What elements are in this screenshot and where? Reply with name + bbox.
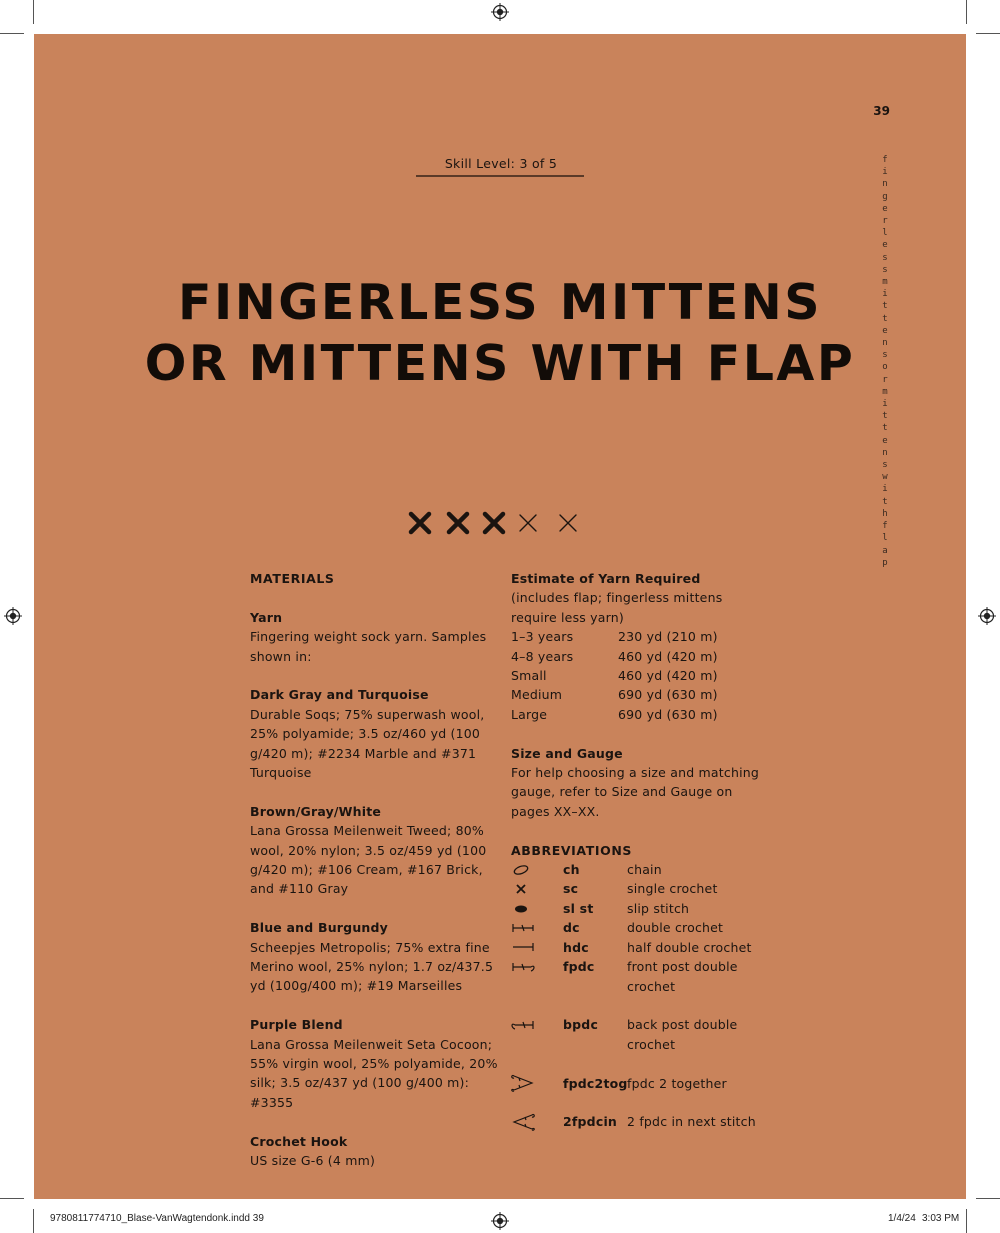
skill-mark-filled-icon bbox=[485, 514, 503, 532]
abbr-code: fpdc2tog bbox=[563, 1075, 628, 1091]
skill-marks bbox=[406, 508, 586, 538]
hook-heading: Crochet Hook bbox=[250, 1133, 348, 1149]
fpdc-symbol-icon bbox=[511, 957, 563, 976]
crop-mark bbox=[33, 1209, 34, 1233]
running-title: fingerless mittens or mittens with flap bbox=[882, 155, 888, 568]
abbr-meaning: half double crochet bbox=[627, 939, 752, 955]
yarn-amount: 460 yd (420 m) bbox=[618, 648, 718, 664]
sample-heading: Purple Blend bbox=[250, 1017, 343, 1033]
yarn-estimate-table bbox=[511, 627, 771, 724]
single-crochet-symbol-icon bbox=[511, 879, 563, 898]
abbr-code: sc bbox=[563, 881, 579, 897]
sample-heading: Blue and Burgundy bbox=[250, 920, 389, 936]
crop-mark bbox=[966, 1209, 967, 1233]
abbr-meaning: slip stitch bbox=[627, 900, 690, 916]
size-label: Large bbox=[511, 706, 548, 722]
estimate-note: (includes flap; fingerless mittens require less yarn) bbox=[511, 590, 723, 625]
abbreviations-table bbox=[511, 860, 771, 1132]
skill-mark-empty-icon bbox=[520, 515, 536, 531]
yarn-heading: Yarn bbox=[250, 609, 283, 625]
pattern-title: FINGERLESS MITTENS OR MITTENS WITH FLAP bbox=[144, 274, 856, 392]
crop-mark bbox=[33, 0, 34, 24]
abbreviations-heading: ABBREVIATIONS bbox=[511, 842, 632, 858]
sample-text: Scheepjes Metropolis; 75% extra fine Merino wool, 25% nylon; 1.7 oz/437.5 yd (100g/400 m); #19 Marseilles bbox=[250, 939, 494, 994]
slug-time: 3:03 PM bbox=[922, 1213, 960, 1224]
crop-mark bbox=[966, 0, 967, 24]
size-gauge-text: For help choosing a size and matching gauge, refer to Size and Gauge on pages XX–XX. bbox=[511, 765, 760, 819]
skill-mark-filled-icon bbox=[411, 514, 429, 532]
sample-text: Lana Grossa Meilenweit Seta Cocoon; 55% virgin wool, 25% polyamide, 20% silk; 3.5 oz/437 yd (100 g/400 m): #3355 bbox=[250, 1036, 498, 1110]
yarn-amount: 690 yd (630 m) bbox=[618, 687, 718, 703]
abbr-meaning: single crochet bbox=[627, 881, 718, 897]
double-crochet-symbol-icon bbox=[511, 918, 563, 937]
abbr-meaning: back post double crochet bbox=[627, 1017, 738, 1052]
book-page bbox=[34, 34, 966, 1199]
abbr-code: ch bbox=[563, 862, 580, 878]
size-gauge-heading: Size and Gauge bbox=[511, 745, 623, 761]
bpdc-symbol-icon bbox=[511, 1015, 563, 1034]
size-label: Small bbox=[511, 668, 547, 684]
abbr-meaning: chain bbox=[627, 862, 662, 878]
registration-mark-icon bbox=[4, 607, 22, 625]
abbr-code: bpdc bbox=[563, 1017, 599, 1033]
abbr-code: sl st bbox=[563, 900, 594, 916]
registration-mark-icon bbox=[491, 3, 509, 21]
slug-date: 1/4/24 bbox=[888, 1213, 916, 1224]
crop-mark bbox=[976, 1198, 1000, 1199]
yarn-amount: 460 yd (420 m) bbox=[618, 668, 718, 684]
estimate-column bbox=[511, 569, 771, 1132]
hook-text: US size G-6 (4 mm) bbox=[250, 1153, 376, 1169]
abbr-meaning: fpdc 2 together bbox=[627, 1075, 727, 1091]
abbr-meaning: double crochet bbox=[627, 920, 724, 936]
crop-mark bbox=[0, 33, 24, 34]
size-label: 4–8 years bbox=[511, 648, 574, 664]
fpdc2tog-symbol-icon bbox=[511, 1074, 563, 1093]
skill-mark-filled-icon bbox=[449, 514, 467, 532]
abbr-meaning: front post double crochet bbox=[627, 959, 738, 994]
crop-mark bbox=[976, 33, 1000, 34]
crop-mark bbox=[0, 1198, 24, 1199]
abbr-code: hdc bbox=[563, 939, 589, 955]
yarn-text: Fingering weight sock yarn. Samples shown in: bbox=[250, 629, 487, 664]
registration-mark-icon bbox=[491, 1212, 509, 1230]
skill-level: Skill Level: 3 of 5 bbox=[444, 156, 558, 171]
estimate-heading: Estimate of Yarn Required bbox=[511, 571, 701, 586]
materials-heading: MATERIALS bbox=[250, 571, 335, 586]
skill-mark-empty-icon bbox=[560, 515, 576, 531]
2fpdcin-symbol-icon bbox=[511, 1112, 563, 1131]
slip-stitch-symbol-icon bbox=[511, 899, 563, 918]
slug-file: 9780811774710_Blase-VanWagtendonk.indd 39 bbox=[50, 1213, 264, 1224]
chain-symbol-icon bbox=[511, 860, 563, 879]
size-label: 1–3 years bbox=[511, 629, 574, 645]
yarn-amount: 230 yd (210 m) bbox=[618, 629, 718, 645]
sample-text: Lana Grossa Meilenweit Tweed; 80% wool, 20% nylon; 3.5 oz/459 yd (100 g/420 m); #106 Cream, #167 Brick, and #110 Gray bbox=[250, 823, 487, 897]
abbr-code: 2fpdcin bbox=[563, 1114, 618, 1130]
registration-mark-icon bbox=[978, 607, 996, 625]
half-double-crochet-symbol-icon bbox=[511, 938, 563, 957]
sample-heading: Dark Gray and Turquoise bbox=[250, 687, 429, 703]
size-label: Medium bbox=[511, 687, 563, 703]
yarn-amount: 690 yd (630 m) bbox=[618, 706, 718, 722]
abbr-code: dc bbox=[563, 920, 580, 936]
abbr-code: fpdc bbox=[563, 959, 595, 975]
sample-text: Durable Soqs; 75% superwash wool, 25% polyamide; 3.5 oz/460 yd (100 g/420 m); #2234 Marble and #371 Turquoise bbox=[250, 706, 485, 781]
skill-level-rule bbox=[416, 175, 584, 177]
page-number: 39 bbox=[873, 104, 890, 118]
abbr-meaning: 2 fpdc in next stitch bbox=[627, 1114, 756, 1130]
materials-column bbox=[250, 569, 500, 1171]
sample-heading: Brown/Gray/White bbox=[250, 803, 382, 819]
